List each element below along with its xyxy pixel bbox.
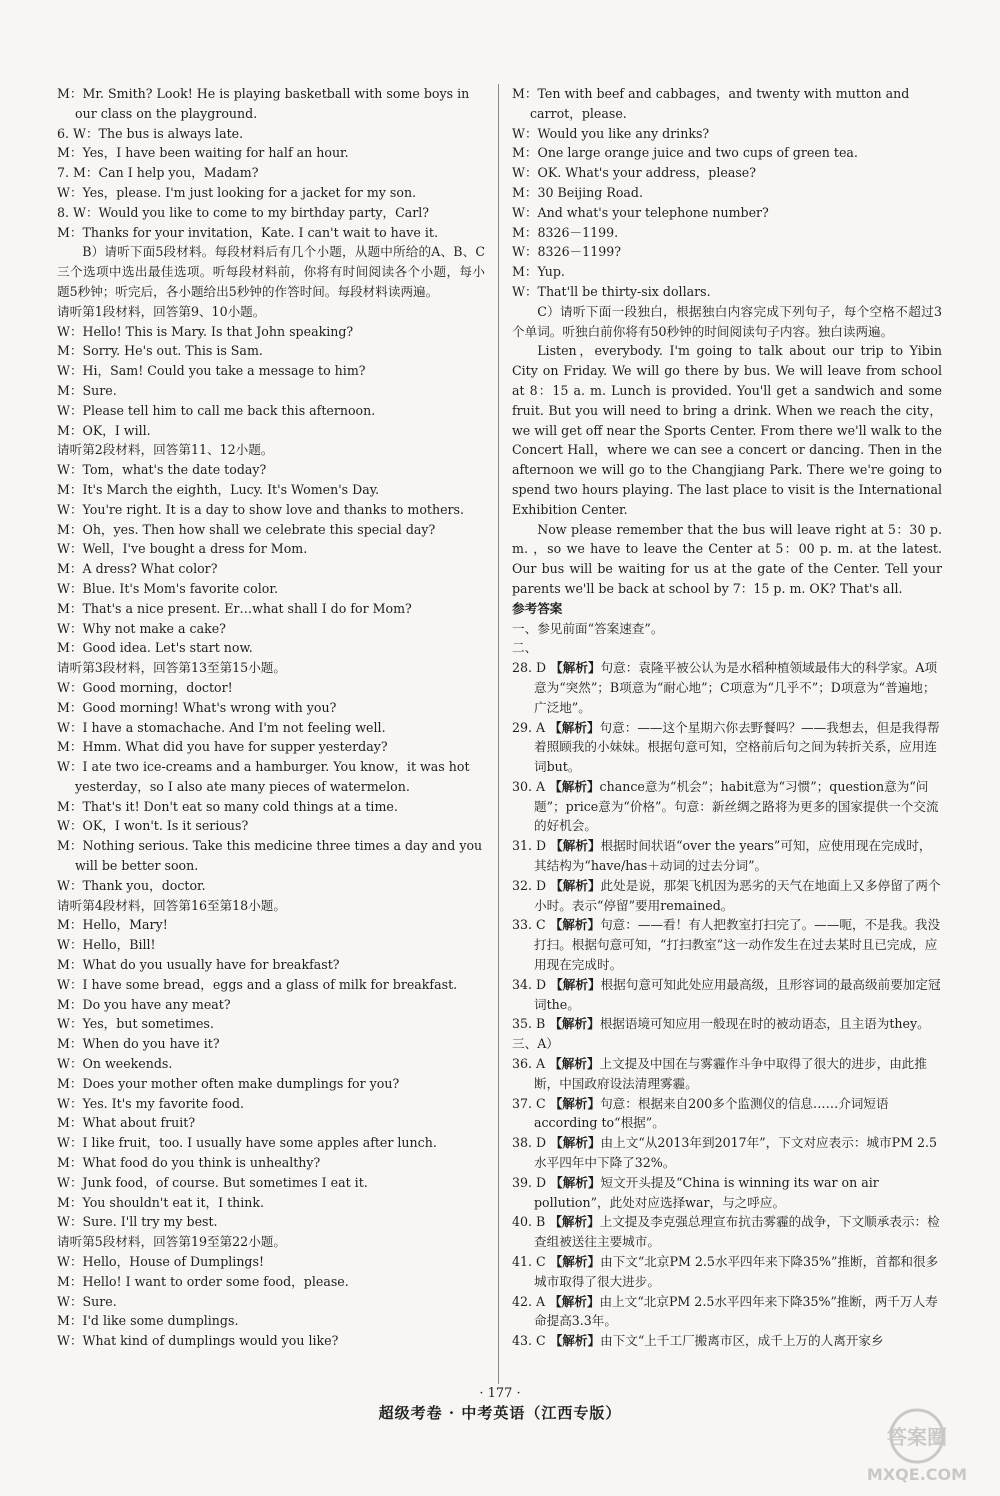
dialogue-line: W：What kind of dumplings would you like? bbox=[57, 1333, 339, 1349]
dialogue-line: M：Yes，I have been waiting for half an hour. bbox=[57, 145, 349, 161]
analysis-text: 根据时间状语“over the years”可知，应使用现在完成时，其结构为“have/has＋动词的过去分词”。 bbox=[534, 838, 932, 874]
analysis-tag: 【解析】 bbox=[549, 917, 601, 933]
dialogue-line: M：What food do you think is unhealthy? bbox=[57, 1155, 321, 1171]
answer-number: 34. D bbox=[512, 976, 547, 992]
dialogue-line: W：You're right. It is a day to show love and thanks to mothers. bbox=[57, 501, 465, 517]
answer-number: 39. D bbox=[512, 1174, 547, 1190]
text-line: B）请听下面5段材料。每段材料后有几个小题，从题中所给的A、B、C三个选项中选出最佳选项。听每段材料前，你将有时间阅读各个小题，每小题5秒钟；听完后，各小题给出5秒钟的作答时间。每段材料读两遍。 bbox=[57, 244, 485, 299]
dialogue-line: W：Yes. It's my favorite food. bbox=[57, 1095, 245, 1111]
dialogue-line: M：I'd like some dumplings. bbox=[57, 1313, 239, 1329]
answer-item bbox=[512, 1331, 942, 1351]
answer-item bbox=[512, 658, 942, 717]
analysis-text: 句意：根据来自200多个监测仪的信息……介词短语according to“根据”。 bbox=[534, 1095, 889, 1131]
dialogue-line: W：That'll be thirty-six dollars. bbox=[512, 283, 711, 299]
dialogue-line: W：Yes，but sometimes. bbox=[57, 1016, 214, 1032]
dialogue-line: W：Well，I've bought a dress for Mom. bbox=[57, 541, 308, 557]
answer-number: 38. D bbox=[512, 1135, 547, 1151]
text-line: 请听第4段材料，回答第16至第18小题。 bbox=[57, 897, 286, 913]
dialogue-line: M：8326－1199. bbox=[512, 224, 619, 240]
analysis-text: 由上文“北京PM 2.5水平四年来下降35%”推断，两千万人寿命提高3.3年。 bbox=[534, 1293, 938, 1329]
dialogue-line: M：Yup. bbox=[512, 264, 565, 280]
dialogue-line: M：Does your mother often make dumplings for you? bbox=[57, 1075, 400, 1091]
dialogue-line: M：Nothing serious. Take this medicine three times a day and you will be better soon. bbox=[57, 838, 483, 874]
answer-number: 32. D bbox=[512, 877, 547, 893]
answer-item bbox=[512, 876, 942, 916]
dialogue-line: M：Good morning! What's wrong with you? bbox=[57, 699, 337, 715]
dialogue-line: M：Hello，Mary! bbox=[57, 917, 168, 933]
dialogue-line: M：What do you usually have for breakfast? bbox=[57, 957, 340, 973]
dialogue-line: W：Sure. I'll try my best. bbox=[57, 1214, 218, 1230]
analysis-text: 句意：——这个星期六你去野餐吗？——我想去，但是我得帮着照顾我的小妹妹。根据句意可知，空格前后句之间为转折关系，应用连词but。 bbox=[534, 719, 940, 775]
text-line: 三、A） bbox=[512, 1036, 559, 1052]
analysis-text: 由上文“从2013年到2017年”，下文对应表示：城市PM 2.5水平四年中下降了32%。 bbox=[534, 1135, 938, 1171]
text-line: Listen，everybody. I'm going to talk about our trip to Yibin City on Friday. We will go there by bus. We will leave from school at 8：15 a. m. Lunch is provided. You'll get a sandwich and some fruit. But you will need to bring a drink. When we reach the city，we will get off near the Sports Center. From there we'll walk to the Concert Hall，where we can see a concert or dancing. Then in the afternoon we will go to the Changjiang Park. There we're going to spend two hours playing. The last place to visit is the International Exhibition Center. bbox=[512, 343, 942, 517]
answer-item bbox=[512, 915, 942, 974]
dialogue-line: M：Ten with beef and cabbages，and twenty with mutton and carrot，please. bbox=[512, 86, 910, 121]
answer-number: 37. C bbox=[512, 1095, 546, 1111]
dialogue-line: M：OK，I will. bbox=[57, 422, 151, 438]
dialogue-line: M：That's it! Don't eat so many cold things at a time. bbox=[57, 798, 398, 814]
text-line: Now please remember that the bus will leave right at 5：30 p. m. ，so we have to leave the Center at 5：00 p. m. at the latest. Our bus will be waiting for us at the gate of the Center. Tell your parents we'll be back at school by 7：15 p. m. OK? That's all. bbox=[512, 521, 942, 596]
dialogue-line: M：Sorry. He's out. This is Sam. bbox=[57, 343, 263, 359]
dialogue-line: M：30 Beijing Road. bbox=[512, 184, 643, 200]
analysis-tag: 【解析】 bbox=[549, 1016, 600, 1032]
dialogue-line: W：OK，I won't. Is it serious? bbox=[57, 818, 249, 834]
dialogue-line: W：Blue. It's Mom's favorite color. bbox=[57, 580, 279, 596]
dialogue-line: 7. M：Can I help you，Madam? bbox=[57, 165, 259, 181]
dialogue-line: M：Good idea. Let's start now. bbox=[57, 640, 253, 656]
analysis-text: 由下文“上千工厂搬离市区，成千上万的人离开家乡 bbox=[600, 1333, 884, 1349]
dialogue-line: W：8326－1199? bbox=[512, 244, 621, 260]
dialogue-line: W：And what's your telephone number? bbox=[512, 204, 769, 220]
analysis-tag: 【解析】 bbox=[550, 877, 601, 893]
analysis-tag: 【解析】 bbox=[549, 1293, 600, 1309]
answer-item bbox=[512, 836, 942, 876]
answer-number: 35. B bbox=[512, 1016, 546, 1032]
answer-item bbox=[512, 1014, 942, 1034]
answer-item bbox=[512, 718, 942, 777]
answer-number: 33. C bbox=[512, 917, 546, 933]
dialogue-line: W：Why not make a cake? bbox=[57, 620, 226, 636]
page-number: · 177 · bbox=[479, 1386, 521, 1401]
dialogue-line: W：I have some bread，eggs and a glass of milk for breakfast. bbox=[57, 976, 458, 992]
answer-item bbox=[512, 1212, 942, 1252]
left-column bbox=[57, 84, 485, 1351]
dialogue-line: W：OK. What's your address，please? bbox=[512, 165, 757, 181]
dialogue-line: M：One large orange juice and two cups of green tea. bbox=[512, 145, 858, 161]
answer-item bbox=[512, 1054, 942, 1094]
answer-number: 42. A bbox=[512, 1293, 546, 1309]
answer-item bbox=[512, 777, 942, 836]
answer-item bbox=[512, 1292, 942, 1332]
text-line: C）请听下面一段独白，根据独白内容完成下列句子，每个空格不超过3个单词。听独白前你将有50秒钟的时间阅读句子内容。独白读两遍。 bbox=[512, 303, 942, 339]
answer-number: 31. D bbox=[512, 838, 547, 854]
analysis-text: 上文提及中国在与雾霾作斗争中取得了很大的进步，由此推断，中国政府设法清理雾霾。 bbox=[534, 1056, 927, 1091]
analysis-text: 由下文“北京PM 2.5水平四年来下降35%”推断，首都和很多城市取得了很大进步。 bbox=[534, 1254, 939, 1289]
dialogue-line: W：I have a stomachache. And I'm not feeling well. bbox=[57, 719, 386, 735]
dialogue-line: W：On weekends. bbox=[57, 1056, 173, 1072]
analysis-tag: 【解析】 bbox=[550, 976, 601, 992]
dialogue-line: M：It's March the eighth，Lucy. It's Women's Day. bbox=[57, 481, 380, 497]
dialogue-line: W：Please tell him to call me back this afternoon. bbox=[57, 402, 376, 418]
dialogue-line: M：Thanks for your invitation，Kate. I can't wait to have it. bbox=[57, 224, 438, 240]
analysis-text: 根据句意可知此处应用最高级，且形容词的最高级前要加定冠词the。 bbox=[534, 976, 941, 1012]
watermark-text: 答案圈 bbox=[887, 1425, 947, 1449]
answer-number: 30. A bbox=[512, 778, 546, 794]
dialogue-line: M：When do you have it? bbox=[57, 1036, 220, 1052]
dialogue-line: W：Junk food，of course. But sometimes I eat it. bbox=[57, 1174, 368, 1190]
dialogue-line: M：What about fruit? bbox=[57, 1115, 196, 1131]
analysis-tag: 【解析】 bbox=[550, 660, 601, 676]
analysis-tag: 【解析】 bbox=[549, 1214, 600, 1230]
right-column bbox=[512, 84, 942, 1351]
analysis-text: 句意：——看！有人把教室打扫完了。——呃，不是我。我没打扫。根据句意可知，“打扫教室”这一动作发生在过去某时且已完成，应用现在完成时。 bbox=[534, 917, 941, 973]
text-line: 请听第5段材料，回答第19至第22小题。 bbox=[57, 1234, 286, 1250]
section-heading: 参考答案 bbox=[512, 600, 563, 616]
answer-number: 40. B bbox=[512, 1214, 546, 1230]
analysis-text: 短文开头提及“China is winning its war on air pollution”，此处对应选择war，与之呼应。 bbox=[534, 1174, 879, 1210]
text-line: 一、参见前面“答案速查”。 bbox=[512, 620, 664, 636]
dialogue-line: M：You shouldn't eat it，I think. bbox=[57, 1194, 265, 1210]
dialogue-line: M：A dress? What color? bbox=[57, 561, 218, 577]
answer-number: 36. A bbox=[512, 1056, 546, 1072]
analysis-tag: 【解析】 bbox=[549, 1095, 601, 1111]
answer-number: 43. C bbox=[512, 1333, 546, 1349]
watermark-url: MXQE.COM bbox=[866, 1465, 968, 1484]
dialogue-line: M：Mr. Smith? Look! He is playing basketball with some boys in our class on the playground. bbox=[57, 86, 470, 121]
dialogue-line: W：Hello，House of Dumplings! bbox=[57, 1254, 265, 1270]
dialogue-line: 6. W：The bus is always late. bbox=[57, 125, 244, 141]
dialogue-line: W：Thank you，doctor. bbox=[57, 877, 206, 893]
text-line: 二、 bbox=[512, 640, 538, 656]
answer-number: 41. C bbox=[512, 1254, 546, 1270]
dialogue-line: W：Yes，please. I'm just looking for a jacket for my son. bbox=[57, 184, 417, 200]
dialogue-line: W：Good morning，doctor! bbox=[57, 679, 233, 695]
analysis-tag: 【解析】 bbox=[550, 838, 601, 854]
dialogue-line: W：Hello，Bill! bbox=[57, 937, 156, 953]
answer-item bbox=[512, 1173, 942, 1213]
dialogue-line: M：Do you have any meat? bbox=[57, 996, 231, 1012]
analysis-tag: 【解析】 bbox=[549, 1056, 600, 1072]
analysis-text: 根据语境可知应用一般现在时的被动语态，且主语为they。 bbox=[599, 1016, 930, 1032]
answer-number: 29. A bbox=[512, 719, 546, 735]
dialogue-line: W：Hi，Sam! Could you take a message to him? bbox=[57, 363, 366, 379]
answer-item bbox=[512, 1252, 942, 1292]
analysis-tag: 【解析】 bbox=[550, 1174, 601, 1190]
dialogue-line: M：Hello! I want to order some food，please. bbox=[57, 1273, 349, 1289]
dialogue-line: M：Sure. bbox=[57, 382, 117, 398]
analysis-text: 此处是说，那架飞机因为恶劣的天气在地面上又多停留了两个小时。表示“停留”要用remained。 bbox=[534, 877, 941, 913]
dialogue-line: M：Hmm. What did you have for supper yesterday? bbox=[57, 739, 388, 755]
analysis-text: 上文提及李克强总理宣布抗击雾霾的战争，下文顺承表示：检查组被送往主要城市。 bbox=[534, 1214, 940, 1250]
watermark-logo bbox=[852, 1406, 982, 1486]
column-divider bbox=[498, 84, 499, 1384]
dialogue-line: W：I ate two ice-creams and a hamburger. You know，it was hot yesterday，so I also ate many pieces of watermelon. bbox=[57, 759, 470, 794]
text-line: 请听第1段材料，回答第9、10小题。 bbox=[57, 303, 266, 319]
text-line: 请听第2段材料，回答第11、12小题。 bbox=[57, 442, 274, 458]
dialogue-line: W：Hello! This is Mary. Is that John speaking? bbox=[57, 323, 354, 339]
analysis-tag: 【解析】 bbox=[549, 1254, 601, 1270]
dialogue-line: 8. W：Would you like to come to my birthday party，Carl? bbox=[57, 204, 430, 220]
book-title: 超级考卷 · 中考英语（江西专版） bbox=[378, 1404, 622, 1422]
analysis-text: 句意：袁隆平被公认为是水稻种植领域最伟大的科学家。A项意为“突然”；B项意为“耐心地”；C项意为“几乎不”；D项意为“普遍地；广泛地”。 bbox=[534, 660, 938, 715]
analysis-tag: 【解析】 bbox=[549, 719, 600, 735]
answer-item bbox=[512, 975, 942, 1015]
dialogue-line: W：Would you like any drinks? bbox=[512, 125, 710, 141]
dialogue-line: M：Oh，yes. Then how shall we celebrate this special day? bbox=[57, 521, 436, 537]
text-line: 请听第3段材料，回答第13至第15小题。 bbox=[57, 660, 286, 676]
dialogue-line: M：That's a nice present. Er…what shall I do for Mom? bbox=[57, 600, 412, 616]
analysis-tag: 【解析】 bbox=[550, 1135, 601, 1151]
dialogue-line: W：Tom，what's the date today? bbox=[57, 462, 267, 478]
answer-item bbox=[512, 1094, 942, 1134]
analysis-text: chance意为“机会”；habit意为“习惯”；question意为“问题”；price意为“价格”。句意：新丝绸之路将为更多的国家提供一个交流的好机会。 bbox=[534, 778, 939, 834]
dialogue-line: W：Sure. bbox=[57, 1293, 117, 1309]
dialogue-line: W：I like fruit，too. I usually have some apples after lunch. bbox=[57, 1135, 437, 1151]
analysis-tag: 【解析】 bbox=[549, 778, 600, 794]
analysis-tag: 【解析】 bbox=[549, 1333, 601, 1349]
answer-item bbox=[512, 1133, 942, 1173]
answer-number: 28. D bbox=[512, 660, 547, 676]
